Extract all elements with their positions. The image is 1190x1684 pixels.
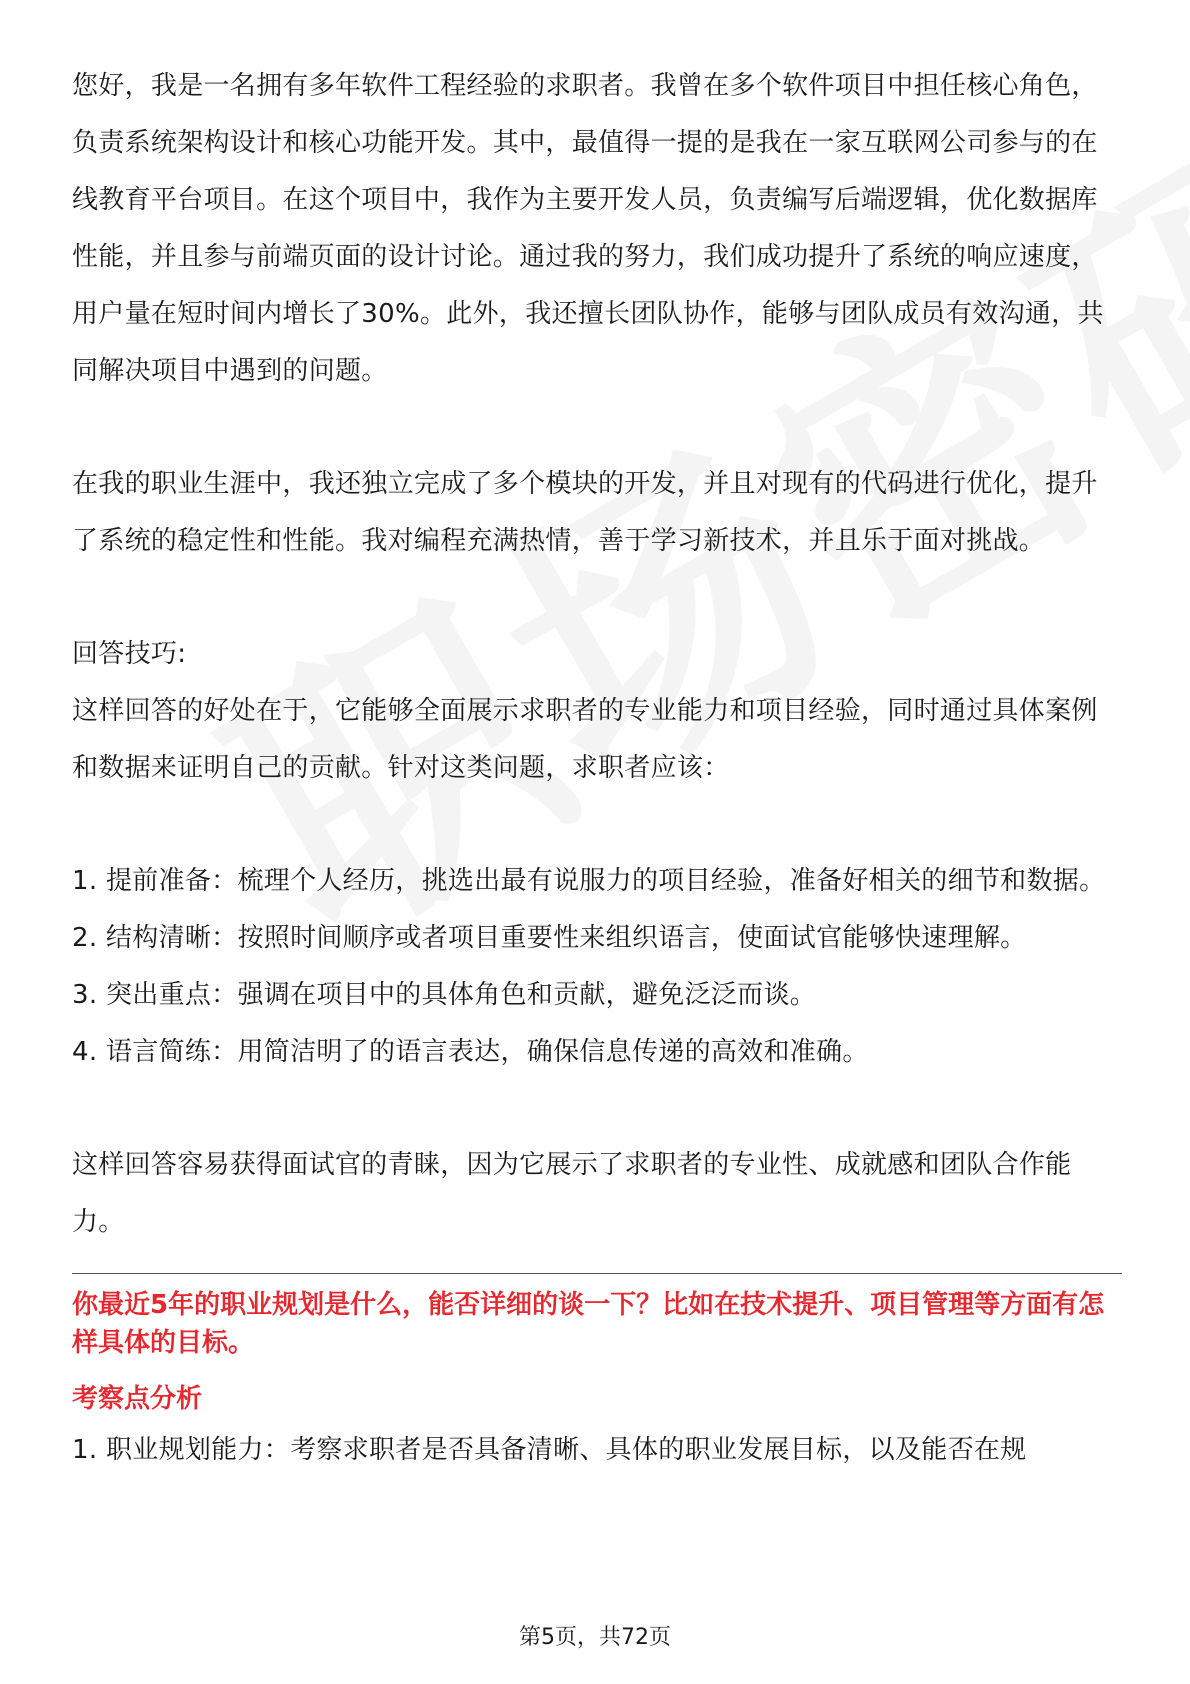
tips-list-item-1: 1. 提前准备：梳理个人经历，挑选出最有说服力的项目经验，准备好相关的细节和数据。 [72, 866, 1106, 896]
page-footer: 第5页，共72页 [519, 1625, 671, 1650]
tips-intro: 这样回答的好处在于，它能够全面展示求职者的专业能力和项目经验，同时通过具体案例和数据来证明自己的贡献。针对这类问题，求职者应该： [72, 696, 1098, 783]
interview-question: 你最近5年的职业规划是什么，能否详细的谈一下？比如在技术提升、项目管理等方面有怎样具体的目标。 [72, 1290, 1105, 1358]
tips-list-item-4: 4. 语言简练：用简洁明了的语言表达，确保信息传递的高效和准确。 [72, 1037, 869, 1067]
tips-list-item-3: 3. 突出重点：强调在项目中的具体角色和贡献，避免泛泛而谈。 [72, 980, 817, 1010]
analysis-item-1: 1. 职业规划能力：考察求职者是否具备清晰、具体的职业发展目标，以及能否在规 [72, 1435, 1027, 1465]
section-divider [72, 1273, 1122, 1274]
analysis-heading: 考察点分析 [72, 1384, 203, 1414]
answer-paragraph-2: 在我的职业生涯中，我还独立完成了多个模块的开发，并且对现有的代码进行优化，提升了系统的稳定性和性能。我对编程充满热情，善于学习新技术，并且乐于面对挑战。 [72, 469, 1098, 556]
tips-label: 回答技巧: [72, 639, 187, 669]
tips-list-item-2: 2. 结构清晰：按照时间顺序或者项目重要性来组织语言，使面试官能够快速理解。 [72, 923, 1027, 953]
document-body [72, 58, 1122, 1479]
answer-paragraph-1: 您好，我是一名拥有多年软件工程经验的求职者。我曾在多个软件项目中担任核心角色，负责系统架构设计和核心功能开发。其中，最值得一提的是我在一家互联网公司参与的在线教育平台项目。在这个项目中，我作为主要开发人员，负责编写后端逻辑，优化数据库性能，并且参与前端页面的设计讨论。通过我的努力，我们成功提升了系统的响应速度，用户量在短时间内增长了30%。此外，我还擅长团队协作，能够与团队成员有效沟通，共同解决项目中遇到的问题。 [72, 71, 1104, 386]
tips-conclusion: 这样回答容易获得面试官的青睐，因为它展示了求职者的专业性、成就感和团队合作能力。 [72, 1150, 1072, 1237]
